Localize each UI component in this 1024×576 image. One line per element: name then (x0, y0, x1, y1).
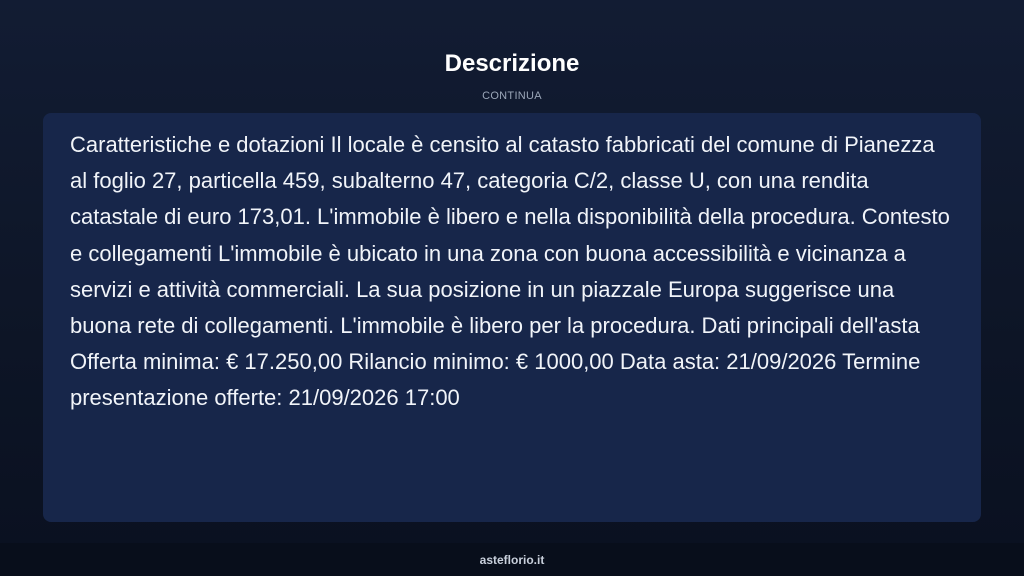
footer-site-label: asteflorio.it (479, 553, 545, 567)
description-card (43, 113, 981, 522)
description-text: Caratteristiche e dotazioni Il locale è censito al catasto fabbricati del comune di Pianezza al foglio 27, particella 459, subalterno 47, categoria C/2, classe U, con una rendita catastale di euro 173,01. L'immobile è libero e nella disponibilità della procedura. Contesto e collegamenti L'immobile è ubicato in una zona con buona accessibilità e vicinanza a servizi e attività commerciali. La sua posizione in un piazzale Europa suggerisce una buona rete di collegamenti. L'immobile è libero per la procedura. Dati principali dell'asta Offerta minima: € 17.250,00 Rilancio minimo: € 1000,00 Data asta: 21/09/2026 Termine presentazione offerte: 21/09/2026 17:00 (70, 132, 950, 411)
page-title: Descrizione (444, 50, 580, 77)
continue-link[interactable]: CONTINUA (482, 90, 542, 102)
